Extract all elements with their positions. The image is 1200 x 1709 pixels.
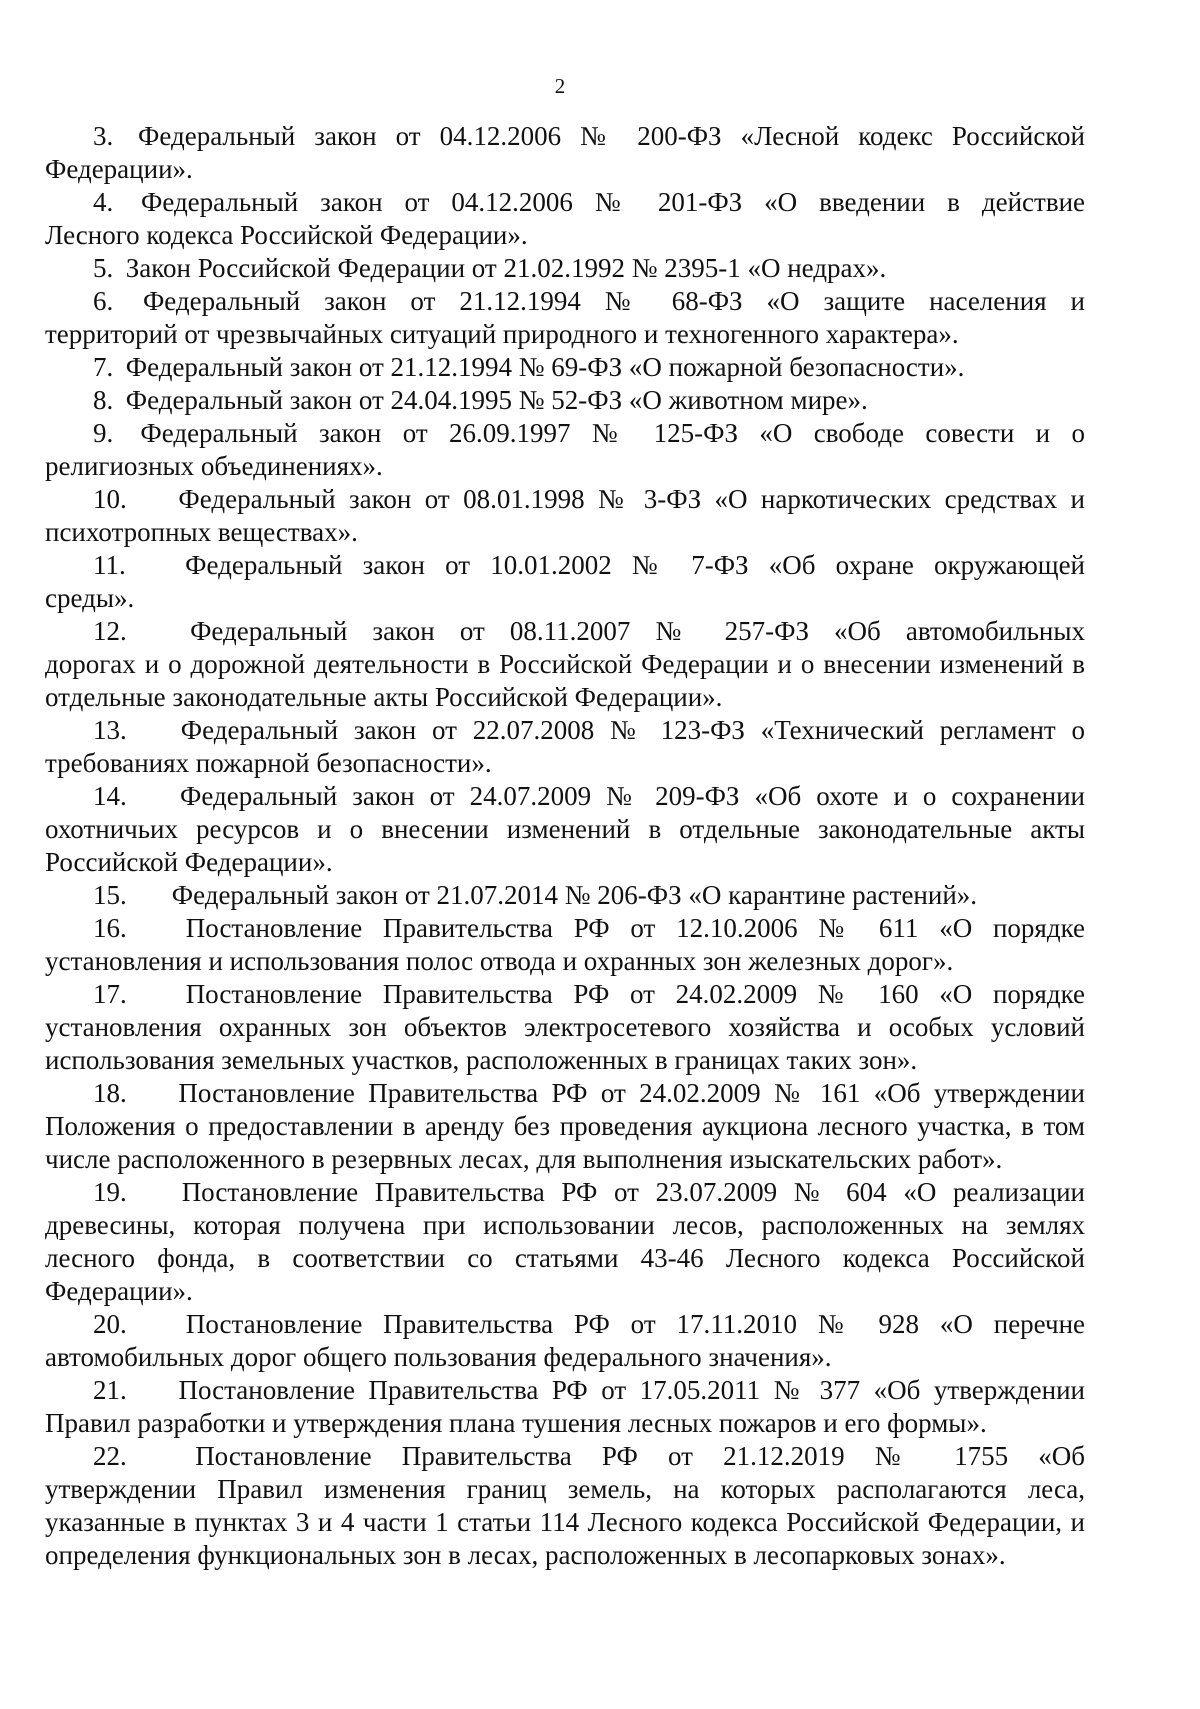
list-item	[45, 1176, 1085, 1308]
list-item-text: Закон Российской Федерации от 21.02.1992 № 2395-1 «О недрах».	[125, 253, 887, 283]
list-item-text: Федеральный закон от 04.12.2006 № 201-ФЗ «О введении в действие	[140, 187, 1086, 217]
list-item-number: 12.	[93, 616, 127, 646]
list-item-continuation: психотропных веществах».	[45, 517, 358, 547]
list-item-number: 5.	[93, 253, 114, 283]
list-item	[45, 351, 1085, 384]
list-item-first-line	[45, 879, 1085, 912]
list-item	[45, 912, 1085, 978]
list-item-first-line	[45, 978, 1085, 1011]
list-item-text: Постановление Правительства РФ от 21.12.2019 № 1755 «Об	[195, 1441, 1086, 1471]
list-item	[45, 186, 1085, 252]
list-item-number: 21.	[93, 1375, 127, 1405]
list-item-continuation: территорий от чрезвычайных ситуаций природного и техногенного характера».	[45, 319, 959, 349]
list-item-continuation: утверждении Правил изменения границ земель, на которых располагаются леса, указанные в пунктах 3 и 4 части 1 статьи 114 Лесного кодекса Российской Федерации, и определения функциональных зон в лесах, расположенных в лесопарковых зонах».	[45, 1474, 1085, 1570]
list-item-number: 20.	[93, 1309, 127, 1339]
list-item-number: 10.	[93, 484, 127, 514]
list-item	[45, 879, 1085, 912]
list-item-text: Федеральный закон от 08.01.1998 № 3-ФЗ «О наркотических средствах и	[178, 484, 1085, 514]
list-item-continuation: дорогах и о дорожной деятельности в Российской Федерации и о внесении изменений в отдельные законодательные акты Российской Федерации».	[45, 649, 1085, 712]
list-item-first-line	[45, 1308, 1085, 1341]
list-item-first-line	[45, 549, 1085, 582]
list-item-number: 13.	[93, 715, 127, 745]
list-item-text: Федеральный закон от 24.07.2009 № 209-ФЗ «Об охоте и о сохранении	[180, 781, 1085, 811]
list-item-text: Федеральный закон от 08.11.2007 № 257-ФЗ «Об автомобильных	[190, 616, 1086, 646]
list-item-first-line	[45, 714, 1085, 747]
list-item-continuation: религиозных объединениях».	[45, 451, 383, 481]
list-item	[45, 615, 1085, 714]
list-item-text: Федеральный закон от 26.09.1997 № 125-ФЗ «О свободе совести и о	[140, 418, 1086, 448]
list-item-first-line	[45, 780, 1085, 813]
list-item-first-line	[45, 120, 1085, 153]
list-item-text: Постановление Правительства РФ от 12.10.2006 № 611 «О порядке	[185, 913, 1086, 943]
list-item	[45, 1077, 1085, 1176]
list-item-text: Постановление Правительства РФ от 23.07.2009 № 604 «О реализации	[181, 1177, 1085, 1207]
list-item-continuation: установления и использования полос отвода и охранных зон железных дорог».	[45, 946, 954, 976]
list-item-first-line	[45, 1374, 1085, 1407]
list-item-number: 7.	[93, 352, 114, 382]
list-item	[45, 483, 1085, 549]
list-item-continuation: Лесного кодекса Российской Федерации».	[45, 220, 528, 250]
list-item-text: Федеральный закон от 21.12.1994 № 69-ФЗ «О пожарной безопасности».	[125, 352, 965, 382]
list-item	[45, 384, 1085, 417]
list-item-number: 17.	[93, 979, 127, 1009]
list-item-text: Федеральный закон от 21.12.1994 № 68-ФЗ «О защите населения и	[142, 286, 1085, 316]
list-item-continuation: автомобильных дорог общего пользования федерального значения».	[45, 1342, 832, 1372]
list-item-continuation: требованиях пожарной безопасности».	[45, 748, 492, 778]
list-item-continuation: установления охранных зон объектов электросетевого хозяйства и особых условий использования земельных участков, расположенных в границах таких зон».	[45, 1012, 1085, 1075]
list-item-text: Федеральный закон от 04.12.2006 № 200-ФЗ «Лесной кодекс Российской	[138, 121, 1085, 151]
list-item	[45, 1374, 1085, 1440]
list-item-first-line	[45, 483, 1085, 516]
list-item-first-line	[45, 351, 1085, 384]
list-item	[45, 285, 1085, 351]
list-item	[45, 714, 1085, 780]
list-item-first-line	[45, 1077, 1085, 1110]
list-item-continuation: среды».	[45, 583, 135, 613]
list-item	[45, 780, 1085, 879]
list-item-first-line	[45, 1440, 1085, 1473]
legal-acts-list	[45, 120, 1085, 1572]
list-item-number: 9.	[93, 418, 114, 448]
list-item-number: 6.	[93, 286, 114, 316]
list-item-first-line	[45, 384, 1085, 417]
list-item-first-line	[45, 417, 1085, 450]
list-item-number: 14.	[93, 781, 127, 811]
list-item-number: 8.	[93, 385, 114, 415]
list-item-number: 3.	[93, 121, 114, 151]
list-item-first-line	[45, 615, 1085, 648]
list-item-continuation: древесины, которая получена при использовании лесов, расположенных на землях лесного фонда, в соответствии со статьями 43-46 Лесного кодекса Российской Федерации».	[45, 1210, 1085, 1306]
list-item-text: Федеральный закон от 10.01.2002 № 7-ФЗ «Об охране окружающей	[185, 550, 1085, 580]
list-item-number: 22.	[93, 1441, 127, 1471]
list-item-number: 15.	[93, 880, 127, 910]
list-item	[45, 252, 1085, 285]
list-item	[45, 1440, 1085, 1572]
list-item-continuation: охотничьих ресурсов и о внесении изменений в отдельные законодательные акты Российской Федерации».	[45, 814, 1085, 877]
list-item-number: 11.	[93, 550, 126, 580]
list-item-number: 18.	[93, 1078, 127, 1108]
list-item-number: 4.	[93, 187, 114, 217]
list-item-first-line	[45, 912, 1085, 945]
list-item-first-line	[45, 252, 1085, 285]
list-item-continuation: Федерации».	[45, 154, 193, 184]
list-item-continuation: Правил разработки и утверждения плана тушения лесных пожаров и его формы».	[45, 1408, 987, 1438]
list-item-text: Федеральный закон от 22.07.2008 № 123-ФЗ «Технический регламент о	[180, 715, 1085, 745]
page-number: 2	[554, 74, 566, 98]
list-item-continuation: Положения о предоставлении в аренду без проведения аукциона лесного участка, в том числе расположенного в резервных лесах, для выполнения изыскательских работ».	[45, 1111, 1085, 1174]
list-item-first-line	[45, 186, 1085, 219]
list-item-text: Постановление Правительства РФ от 17.05.2011 № 377 «Об утверждении	[178, 1375, 1086, 1405]
list-item-first-line	[45, 1176, 1085, 1209]
list-item-text: Постановление Правительства РФ от 24.02.2009 № 160 «О порядке	[185, 979, 1086, 1009]
list-item-number: 19.	[93, 1177, 127, 1207]
list-item-text: Постановление Правительства РФ от 17.11.2010 № 928 «О перечне	[185, 1309, 1086, 1339]
list-item	[45, 417, 1085, 483]
list-item	[45, 549, 1085, 615]
list-item-text: Федеральный закон от 24.04.1995 № 52-ФЗ «О животном мире».	[125, 385, 868, 415]
list-item-text: Федеральный закон от 21.07.2014 № 206-ФЗ «О карантине растений».	[171, 880, 978, 910]
list-item-number: 16.	[93, 913, 127, 943]
list-item	[45, 1308, 1085, 1374]
list-item	[45, 978, 1085, 1077]
list-item	[45, 120, 1085, 186]
list-item-text: Постановление Правительства РФ от 24.02.2009 № 161 «Об утверждении	[178, 1078, 1085, 1108]
list-item-first-line	[45, 285, 1085, 318]
